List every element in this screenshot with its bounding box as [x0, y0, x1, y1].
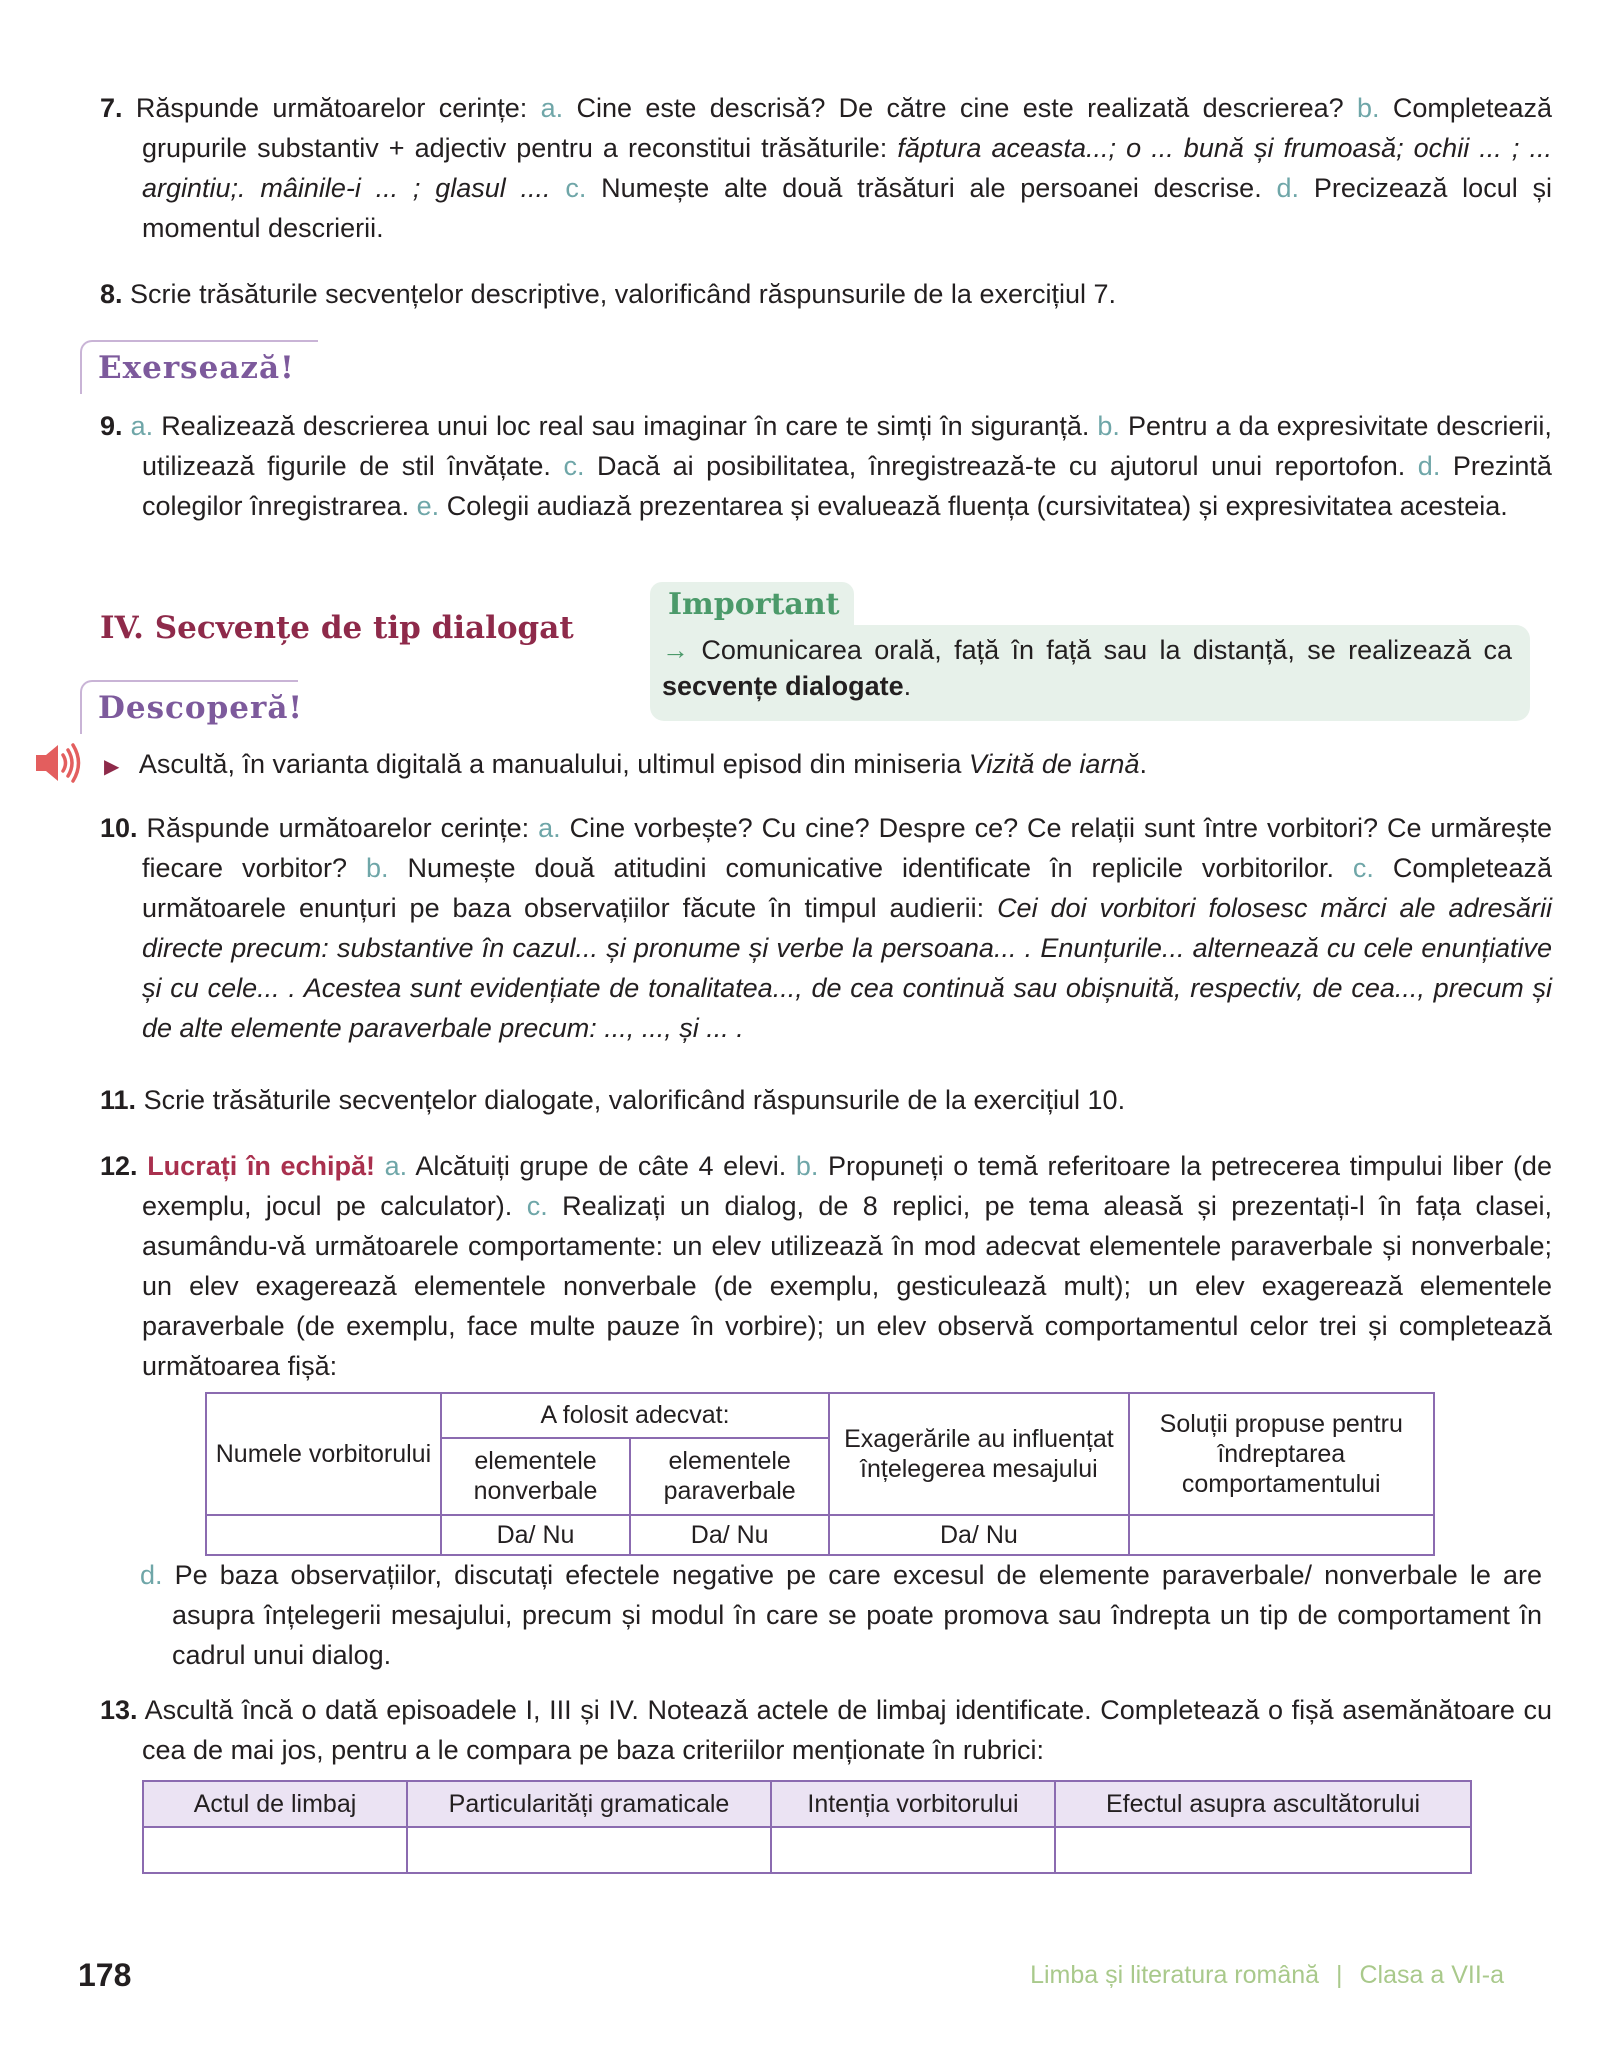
speaker-icon[interactable] — [32, 740, 84, 786]
grade-label: Clasa a VII-a — [1359, 1961, 1504, 1989]
header-cell: Exagerările au influențat înțelegerea mesajului — [829, 1393, 1128, 1515]
text: Scrie trăsăturile secvențelor descriptive, valorificând răspunsurile de la exercițiul 7. — [130, 279, 1116, 309]
exercise-11 — [100, 1080, 1552, 1120]
exercise-10 — [100, 808, 1552, 1048]
table-cell — [206, 1515, 441, 1555]
text: Precizează locul — [1313, 173, 1518, 203]
arrow-right-icon: → — [662, 635, 689, 665]
exercise-number: 9. — [100, 411, 123, 441]
bold-text: secvențe dialogate — [662, 671, 904, 701]
italic-text: făptura aceasta...; o ... bună și frumoasă; ochii — [897, 133, 1470, 163]
text: . — [1139, 749, 1147, 779]
table-cell — [771, 1827, 1055, 1873]
italic-text: Cei doi vorbitori folosesc mărci ale adresării directe precum: substantive în cazul... și pronume și verbe la persoana... . Enunțurile... alternează cu cele enunțiative și cu cele... . Acestea sunt evidențiate de tonalitatea..., de cea continuă sau obișnuită, respectiv, de cea..., precum și de alte elemente paraverbale precum: ..., ..., și ... . — [142, 893, 1552, 1043]
item-letter: c. — [1352, 853, 1374, 883]
text: Completează — [1392, 93, 1552, 123]
text: Răspunde următoarelor cerințe: — [135, 93, 528, 123]
exercise-7 — [100, 88, 1552, 248]
exercise-number: 8. — [100, 279, 123, 309]
header-cell: elementele paraverbale — [630, 1438, 829, 1515]
exercise-9 — [100, 406, 1552, 526]
exercise-number: 7. — [100, 93, 123, 123]
text: Numește alte două trăsături ale persoanei descrise. — [601, 173, 1262, 203]
item-letter: b. — [1097, 411, 1120, 441]
speech-acts-table — [142, 1780, 1472, 1874]
exercise-12-d — [140, 1555, 1542, 1675]
text: Realizează descrierea unui loc real sau imaginar în care te simți în siguranță. — [161, 411, 1090, 441]
separator: | — [1336, 1961, 1343, 1989]
item-letter: a. — [538, 813, 561, 843]
table-cell: Da/ Nu — [829, 1515, 1128, 1555]
text: Răspunde următoarelor cerințe: — [146, 813, 530, 843]
important-label: Important — [650, 582, 854, 628]
header-cell: Numele vorbitorului — [206, 1393, 441, 1515]
header-cell: elementele nonverbale — [441, 1438, 630, 1515]
italic-text: ... ; ... argintiu;. mâinile-i ... ; glasul .... — [142, 133, 1552, 203]
text: Alcătuiți grupe de câte 4 elevi. — [415, 1151, 787, 1181]
header-cell: A folosit adecvat: — [441, 1393, 829, 1438]
header-cell: Intenția vorbitorului — [771, 1781, 1055, 1827]
text: Ascultă încă o dată episoadele I, III și IV. Notează actele de limbaj identificate. Completează o fișă asemănătoare cu cea de mai jos, pentru a le compara pe baza criteriilor menționate în rubrici: — [142, 1695, 1552, 1765]
text: și momentul descrierii. — [142, 173, 1552, 243]
text: Completează următoarele enunțuri pe baza observațiilor făcute în timpul audierii: — [142, 853, 1552, 923]
text: Dacă ai posibilitatea, înregistrează-te cu ajutorul unui reportofon. — [597, 451, 1406, 481]
play-bullet-icon: ▶ — [104, 756, 120, 778]
text: Cine vorbește? Cu cine? Despre ce? Ce relații sunt între vorbitori? Ce urmărește fiecare vorbitor? — [142, 813, 1552, 883]
footer-title — [1030, 1955, 1504, 1995]
header-cell: Actul de limbaj — [143, 1781, 407, 1827]
header-label: Exersează! — [98, 350, 295, 386]
descopera-header — [80, 680, 304, 734]
table-cell — [1129, 1515, 1434, 1555]
observation-table — [205, 1392, 1435, 1556]
item-letter: a. — [540, 93, 564, 123]
episode-title: Vizită de iarnă — [968, 749, 1140, 779]
item-letter: a. — [384, 1151, 408, 1181]
text: Cine este descrisă? De către cine este realizată descrierea? — [576, 93, 1344, 123]
exercise-number: 10. — [100, 813, 138, 843]
item-letter: c. — [526, 1191, 548, 1221]
text: Pe baza observațiilor, discutați efectele negative pe care excesul de elemente paraverbale/ nonverbale le are asupra înțelegerii mesajului, precum și modul în care se poate promova sau îndrepta un tip de comportament în cadrul unui dialog. — [172, 1560, 1542, 1670]
table-cell — [407, 1827, 771, 1873]
section-title: IV. Secvențe de tip dialogat — [100, 610, 574, 646]
exercise-number: 12. — [100, 1151, 138, 1181]
listen-instruction — [104, 744, 1514, 787]
text: Numește două atitudini comunicative identificate în replicile vorbitorilor. — [407, 853, 1334, 883]
text: Comunicarea orală, față în față sau la distanță, se realizează ca — [701, 635, 1512, 665]
page-number: 178 — [78, 1957, 132, 1993]
item-letter: b. — [365, 853, 389, 883]
table-cell: Da/ Nu — [441, 1515, 630, 1555]
header-label: Descoperă! — [98, 690, 304, 726]
item-letter: c. — [565, 173, 587, 203]
item-letter: a. — [130, 411, 154, 441]
item-letter: d. — [140, 1560, 163, 1590]
header-cell: Efectul asupra ascultătorului — [1055, 1781, 1471, 1827]
text: Realizați un dialog, de 8 replici, pe tema aleasă și prezentați-l în fața clasei, asumându-vă următoarele comportamente: un elev utilizează în mod adecvat elementele paraverbale și nonverbale; un elev exagerează elementele nonverbale (de exemplu, gesticulează mult); un elev exagerează elementele paraverbale (de exemplu, face multe pauze în vorbire); un elev observă comportamentul celor trei și completează următoarea fișă: — [142, 1191, 1552, 1381]
exercise-8 — [100, 274, 1552, 314]
table-cell — [1055, 1827, 1471, 1873]
subject-label: Limba și literatura română — [1030, 1961, 1320, 1989]
text: . — [903, 671, 912, 701]
teamwork-label: Lucrați în echipă! — [147, 1151, 375, 1181]
item-letter: b. — [795, 1151, 819, 1181]
item-letter: c. — [563, 451, 585, 481]
text: Propuneți o temă referitoare la petrecerea timpului liber (de exemplu, jocul pe calculator). — [142, 1151, 1552, 1221]
text: Scrie trăsăturile secvențelor dialogate, valorificând răspunsurile de la exercițiul 10. — [143, 1085, 1126, 1115]
exercise-number: 11. — [100, 1085, 137, 1115]
header-cell: Particularități gramaticale — [407, 1781, 771, 1827]
table-cell — [143, 1827, 407, 1873]
exercise-number: 13. — [100, 1695, 138, 1725]
table-cell: Da/ Nu — [630, 1515, 829, 1555]
exercise-12 — [100, 1146, 1552, 1386]
exerseaza-header — [80, 340, 318, 394]
item-letter: d. — [1276, 173, 1300, 203]
item-letter: e. — [416, 491, 440, 521]
item-letter: d. — [1417, 451, 1441, 481]
text: Pentru a da expresivitate descrierii, utilizează figurile de stil învățate. — [142, 411, 1552, 481]
important-text — [662, 632, 1512, 704]
text: Prezintă colegilor înregistrarea. — [142, 451, 1552, 521]
text: Colegii audiază prezentarea și evaluează fluența (cursivitatea) și expresivitatea acesteia. — [446, 491, 1508, 521]
exercise-13 — [100, 1690, 1552, 1770]
item-letter: b. — [1357, 93, 1380, 123]
text: Ascultă, în varianta digitală a manualului, ultimul episod din miniseria — [138, 749, 962, 779]
text: grupurile substantiv + adjectiv pentru a reconstitui trăsăturile: — [142, 133, 888, 163]
header-cell: Soluții propuse pentru îndreptarea comportamentului — [1129, 1393, 1434, 1515]
